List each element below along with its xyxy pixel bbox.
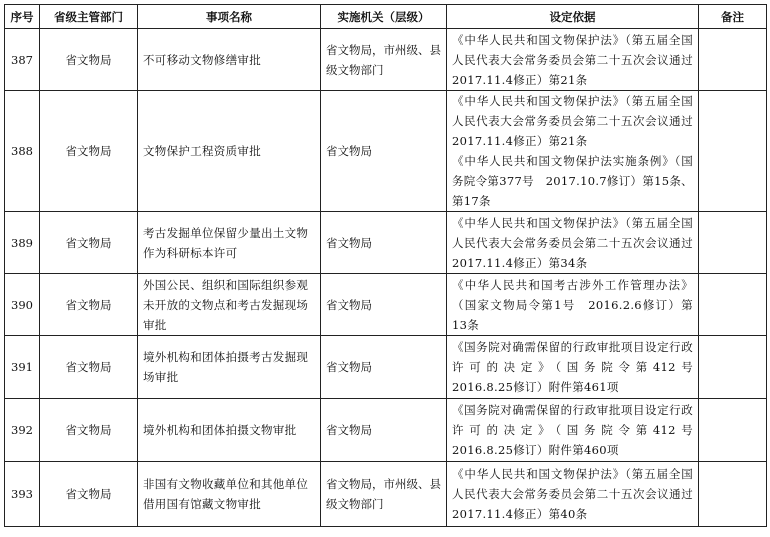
table-row <box>5 274 767 336</box>
row-dept: 省文物局 <box>40 91 138 212</box>
header-basis: 设定依据 <box>447 5 699 29</box>
row-seq: 387 <box>5 29 40 91</box>
row-basis: 《中华人民共和国文物保护法》（第五届全国人民代表大会常务委员会第二十五次会议通过 2017.11.4修正）第34条 <box>447 212 699 274</box>
header-item: 事项名称 <box>138 5 321 29</box>
header-org: 实施机关（层级） <box>321 5 447 29</box>
row-basis: 《国务院对确需保留的行政审批项目设定行政许可的决定》（国务院令第412号 2016.8.25修订）附件第460项 <box>447 399 699 462</box>
row-item: 外国公民、组织和国际组织参观未开放的文物点和考古发掘现场审批 <box>138 274 321 336</box>
row-dept: 省文物局 <box>40 462 138 527</box>
header-row <box>5 5 767 29</box>
row-note <box>699 29 767 91</box>
row-item: 境外机构和团体拍摄考古发掘现场审批 <box>138 336 321 399</box>
table-row <box>5 29 767 91</box>
row-note <box>699 399 767 462</box>
row-seq: 391 <box>5 336 40 399</box>
row-basis: 《中华人民共和国文物保护法》（第五届全国人民代表大会常务委员会第二十五次会议通过 2017.11.4修正）第40条 <box>447 462 699 527</box>
row-seq: 388 <box>5 91 40 212</box>
row-seq: 393 <box>5 462 40 527</box>
approval-items-table <box>4 4 767 527</box>
row-dept: 省文物局 <box>40 274 138 336</box>
row-note <box>699 212 767 274</box>
row-dept: 省文物局 <box>40 399 138 462</box>
row-item: 境外机构和团体拍摄文物审批 <box>138 399 321 462</box>
table-row <box>5 212 767 274</box>
row-org: 省文物局，市州级、县级文物部门 <box>321 462 447 527</box>
row-org: 省文物局 <box>321 91 447 212</box>
table-row <box>5 399 767 462</box>
row-org: 省文物局，市州级、县级文物部门 <box>321 29 447 91</box>
row-note <box>699 336 767 399</box>
row-item: 不可移动文物修缮审批 <box>138 29 321 91</box>
row-org: 省文物局 <box>321 399 447 462</box>
header-dept: 省级主管部门 <box>40 5 138 29</box>
row-basis: 《中华人民共和国文物保护法》（第五届全国人民代表大会常务委员会第二十五次会议通过 2017.11.4修正）第21条 <box>447 29 699 91</box>
header-note: 备注 <box>699 5 767 29</box>
row-item: 文物保护工程资质审批 <box>138 91 321 212</box>
row-org: 省文物局 <box>321 274 447 336</box>
row-dept: 省文物局 <box>40 336 138 399</box>
row-org: 省文物局 <box>321 336 447 399</box>
row-note <box>699 462 767 527</box>
row-seq: 392 <box>5 399 40 462</box>
row-basis: 《中华人民共和国考古涉外工作管理办法》（国家文物局令第1号 2016.2.6修订）第13条 <box>447 274 699 336</box>
row-basis: 《国务院对确需保留的行政审批项目设定行政许可的决定》（国务院令第412号 2016.8.25修订）附件第461项 <box>447 336 699 399</box>
table-row <box>5 91 767 212</box>
row-basis: 《中华人民共和国文物保护法》（第五届全国人民代表大会常务委员会第二十五次会议通过 2017.11.4修正）第21条 《中华人民共和国文物保护法实施条例》（国务院令第377号 2017.10.7修订）第15条、第17条 <box>447 91 699 212</box>
row-item: 非国有文物收藏单位和其他单位借用国有馆藏文物审批 <box>138 462 321 527</box>
table-row <box>5 462 767 527</box>
row-org: 省文物局 <box>321 212 447 274</box>
row-seq: 389 <box>5 212 40 274</box>
row-item: 考古发掘单位保留少量出土文物作为科研标本许可 <box>138 212 321 274</box>
row-dept: 省文物局 <box>40 29 138 91</box>
row-dept: 省文物局 <box>40 212 138 274</box>
header-seq: 序号 <box>5 5 40 29</box>
row-seq: 390 <box>5 274 40 336</box>
table-row <box>5 336 767 399</box>
row-note <box>699 91 767 212</box>
row-note <box>699 274 767 336</box>
